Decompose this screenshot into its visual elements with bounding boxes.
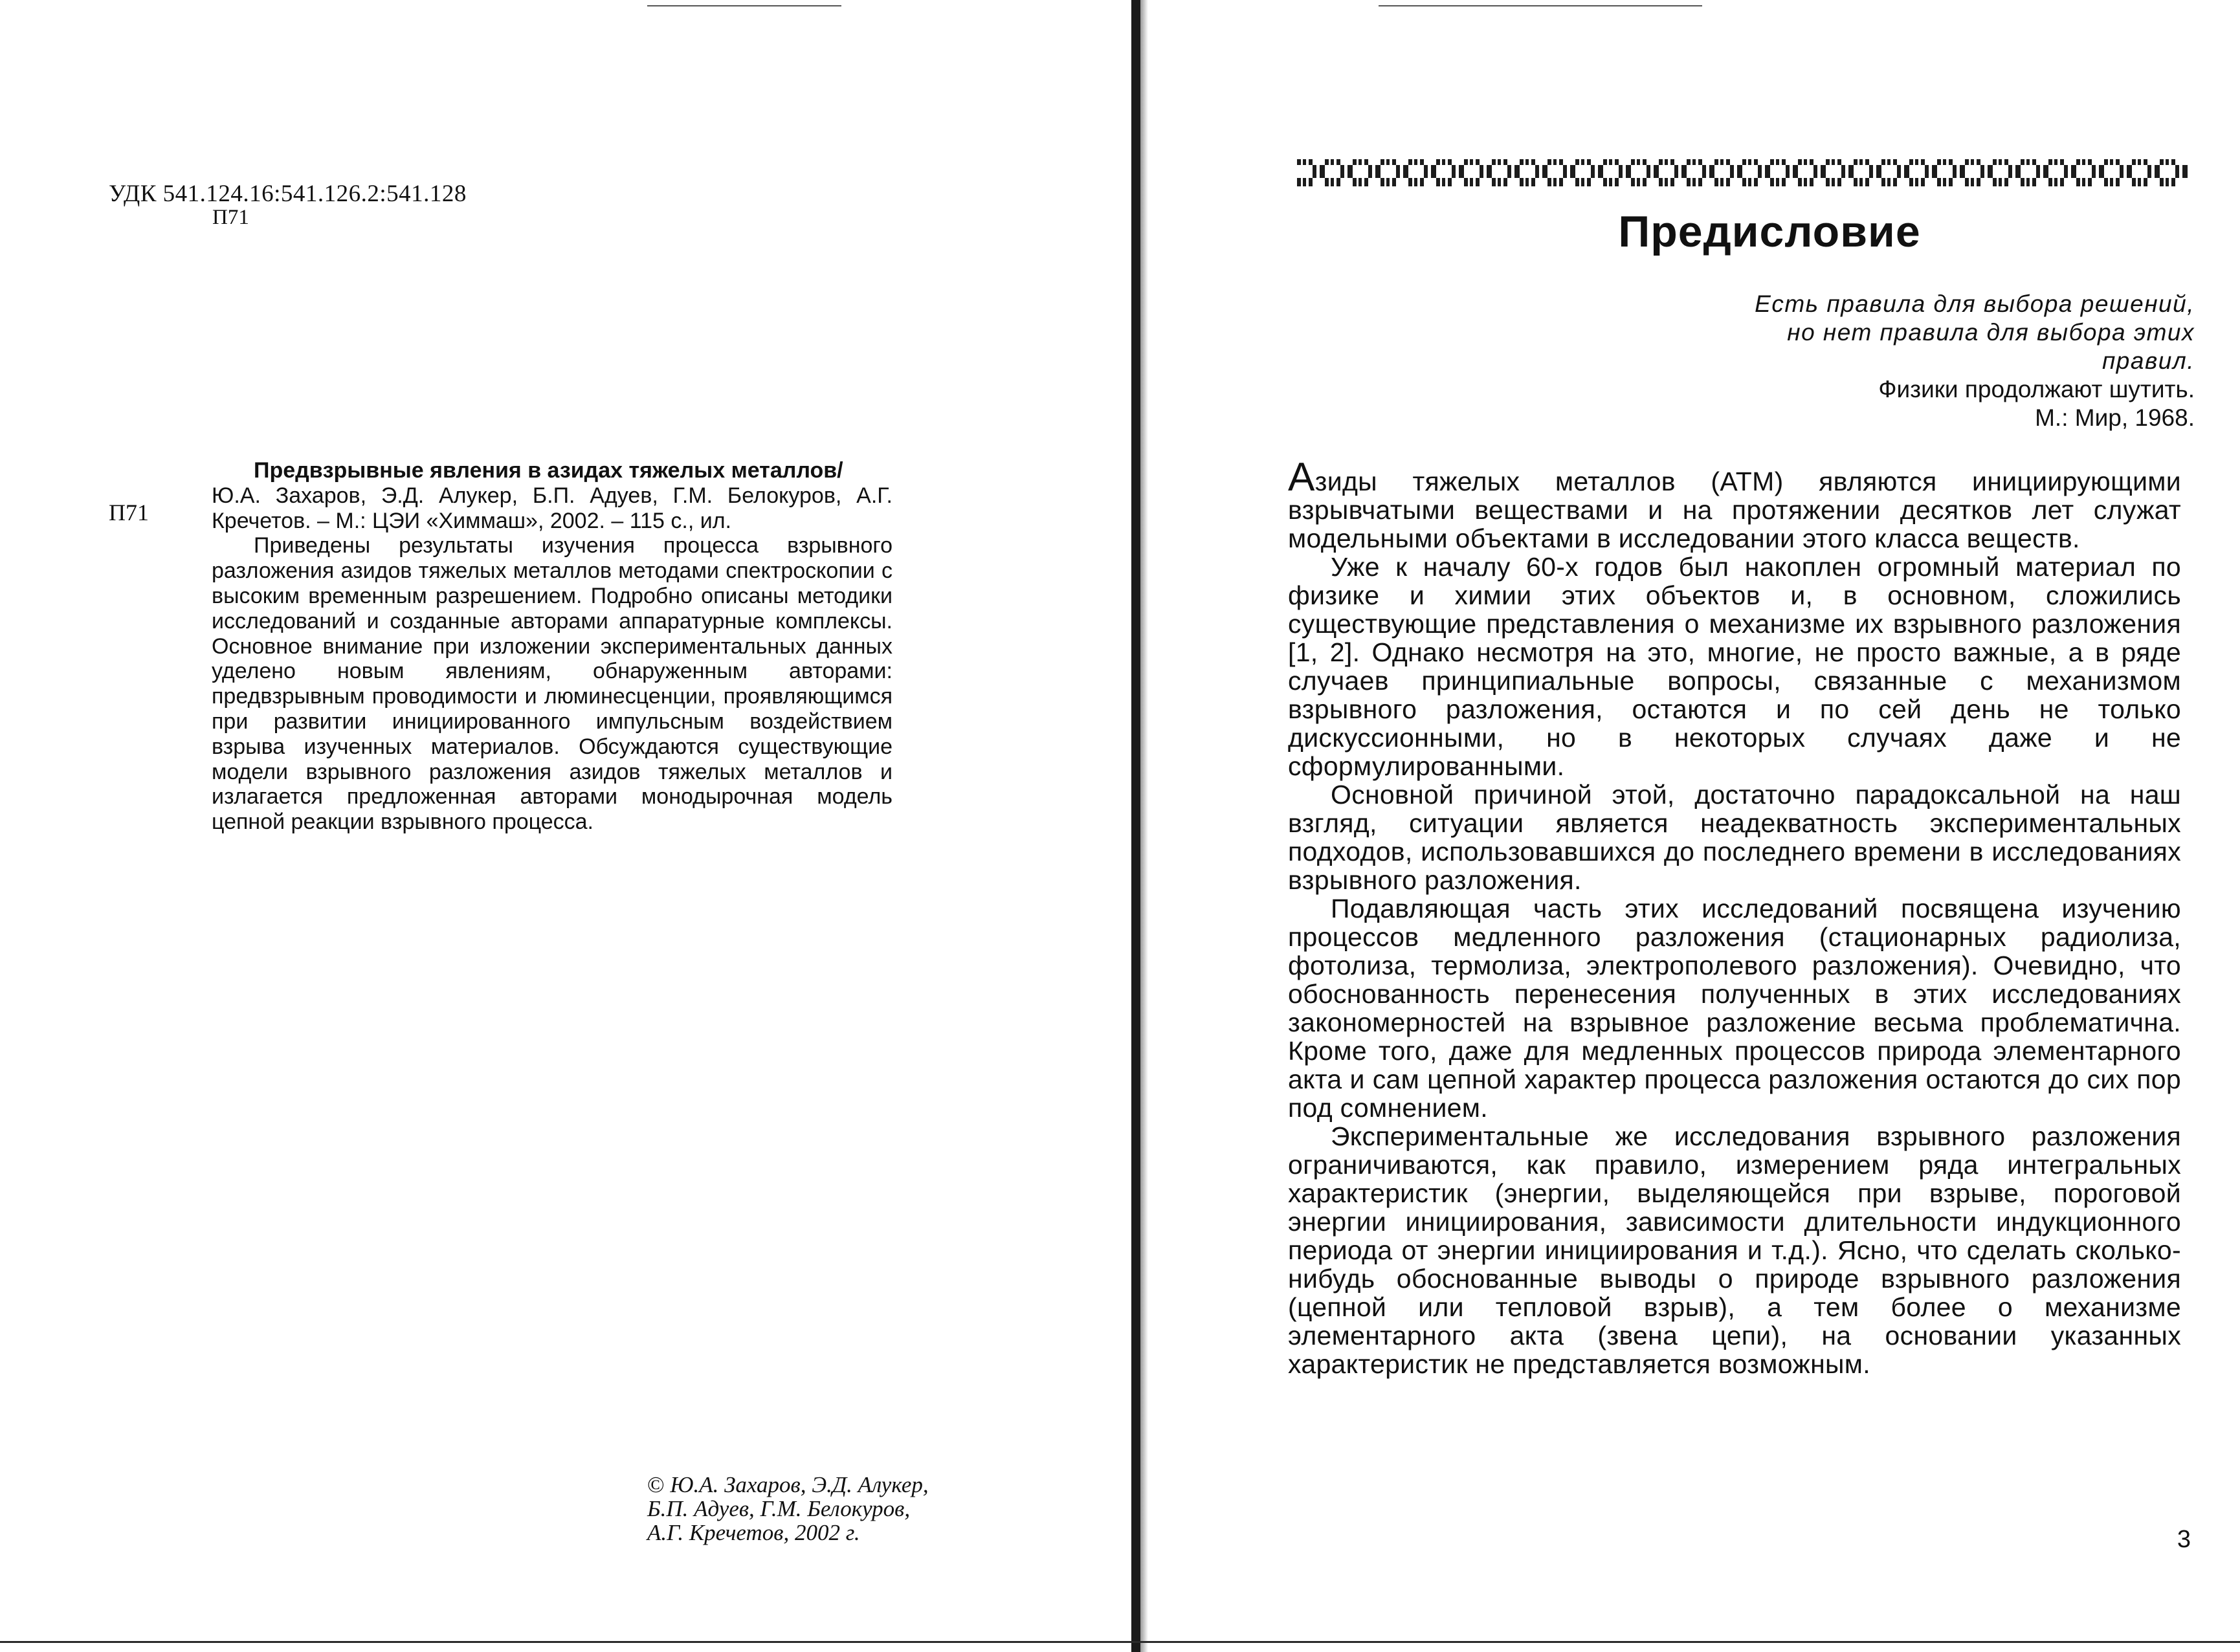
udk-author-code: П71 (212, 206, 249, 229)
greek-key-ornament (1297, 159, 2188, 186)
preface-heading: Предисловие (1618, 207, 1921, 256)
paragraph-1 (1288, 455, 2181, 553)
copyright-line-1: Ю.А. Захаров, Э.Д. Алукер, (664, 1472, 929, 1497)
preface-body (1288, 455, 2181, 1379)
bibliographic-annotation (212, 458, 893, 835)
library-code: П71 (109, 500, 149, 525)
book-authors: Ю.А. Захаров, Э.Д. Алукер, Б.П. Адуев, Г.М. Белокуров, А.Г. Кречетов. – М.: ЦЭИ «Химмаш», 2002. – 115 с., ил. (212, 483, 893, 533)
copyright-notice (647, 1473, 929, 1545)
paragraph-5: Экспериментальные же исследования взрывного разложения ограничиваются, как правило, измерением ряда интегральных характеристик (энергии, выделяющейся при взрыве, пороговой энергии инициирования, зависимости длительности индукционного периода от энергии инициирования и т.д.). Ясно, что сделать сколько-нибудь обоснованные выводы о природе взрывного разложения (цепной или тепловой взрыв), а тем более о механизме элементарного акта (звена цепи), на основании указанных характеристик не представляется возможным. (1288, 1121, 2181, 1379)
paragraph-2: Уже к началу 60-х годов был накоплен огромный материал по физике и химии этих объектов и, в основном, сложились существующие представления о механизме их взрывного разложения [1, 2]. Однако несмотря на это, многие, не просто важные, а в ряде случаев принципиальные вопросы, связанные с механизмом взрывного разложения, остаются и по сей день не только дискуссионными, но в некоторых случаях даже и не сформулированными. (1288, 552, 2181, 781)
right-page (1148, 0, 2240, 1652)
copyright-sign: © (647, 1472, 665, 1497)
epigraph-source: Физики продолжают шутить. (1878, 376, 2195, 402)
book-title: Предвзрывные явления в азидах тяжелых металлов/ (254, 458, 843, 483)
paragraph-1-text: зиды тяжелых металлов (АТМ) являются инициирующими взрывчатыми веществами и на протяжении десятков лет служат модельными объектами в исследовании этого класса веществ. (1288, 467, 2181, 553)
drop-cap: А (1288, 455, 1315, 500)
epigraph (1742, 290, 2195, 432)
book-spine (1131, 0, 1140, 1652)
copyright-line-2: Б.П. Адуев, Г.М. Белокуров, (647, 1496, 911, 1521)
paragraph-4: Подавляющая часть этих исследований посвящена изучению процессов медленного разложения (стационарных радиолиза, фотолиза, термолиза, электрополевого разложения). Очевидно, что обоснованность перенесения полученных в этих исследованиях закономерностей на взрывное разложение весьма проблематична. Кроме того, даже для медленных процессов природа элементарного акта и сам цепной характер процесса разложения остаются до сих пор под сомнением. (1288, 894, 2181, 1123)
udk-classification: УДК 541.124.16:541.126.2:541.128 (109, 181, 467, 207)
copyright-line-3: А.Г. Кречетов, 2002 г. (647, 1520, 860, 1545)
spine-shadow (1140, 0, 1148, 1652)
epigraph-quote: Есть правила для выбора решений, но нет правила для выбора этих правил. (1755, 291, 2195, 374)
page-number: 3 (2177, 1526, 2191, 1553)
paragraph-3: Основной причиной этой, достаточно парадоксальной на наш взгляд, ситуации является неадекватность экспериментальных подходов, использовавшихся до последнего времени в исследованиях взрывного разложения. (1288, 780, 2181, 895)
book-abstract: Приведены результаты изучения процесса взрывного разложения азидов тяжелых металлов методами спектроскопии с высоким временным разрешением. Подробно описаны методики исследований и созданные авторами аппаратурные комплексы. Основное внимание при изложении экспериментальных данных уделено новым явлениям, обнаруженным авторами: предвзрывным проводимости и люминесценции, проявляющимся при развитии инициированного импульсным воздействием взрыва изученных материалов. Обсуждаются существующие модели взрывного разложения азидов тяжелых металлов и излагается предложенная авторами монодырочная модель цепной реакции взрывного процесса. (212, 533, 893, 835)
epigraph-publisher: М.: Мир, 1968. (2035, 404, 2195, 431)
